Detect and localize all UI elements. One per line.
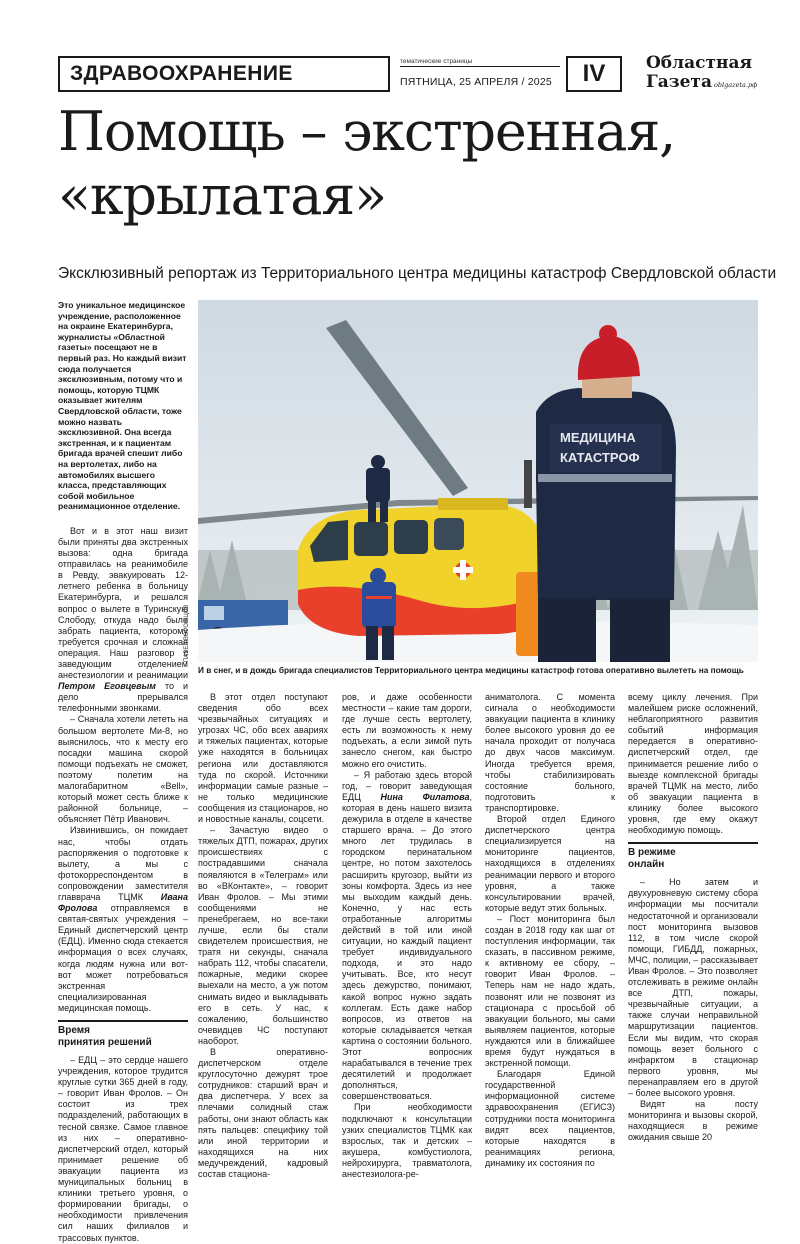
column-4 (485, 692, 615, 1169)
paragraph: – ЕДЦ – это сердце нашего учреждения, которое трудится круглые сутки 365 дней в году, – говорит Иван Фролов. – Он состоит из трех подразделений, работающих в тесной связке. Самое главное из них – оперативно-диспетчерский отдел, который принимает решение об эвакуации пациента из муниципальных больниц в клиники третьего уровня, о формировании бригады, о необходимости привлечения сил наших филиалов и трассовых пунктов. (58, 1055, 188, 1243)
jacket-text-line-2: КАТАСТРОФ (560, 450, 640, 465)
paragraph: аниматолога. С момента сигнала о необходимости эвакуации пациента в клинику более высокого уровня до ее начала проходит от получаса до двух часов максимум. Иногда требуется время, чтобы стабилизировать состояние больного, подготовить к транспортировке. (485, 692, 615, 813)
photo-credit: ПАВЕЛ ВОРОЖЦОВ (184, 604, 190, 662)
paragraph: – Пост мониторинга был создан в 2018 году как шаг от поступления информации, так сказать, в пассивном режиме, к активному ее сбору, – говорит Иван Фролов. – Теперь нам не надо ждать, позвонят или не позвонят из стационара с просьбой об эвакуации больного, мы сами выявляем пациентов, которые нуждаются или в ближайшее время будут нуждаться в экстренной помощи. (485, 913, 615, 1069)
section-rubric: ЗДРАВООХРАНЕНИЕ (58, 56, 390, 92)
paragraph: Видят на посту мониторинга и вызовы скорой, находящиеся в режиме ожидания свыше 20 (628, 1099, 758, 1143)
section-subheading: Время принятия решений (58, 1020, 188, 1049)
photo-caption: И в снег, и в дождь бригада специалистов Территориального центра медицины катастроф готова оперативно вылететь на помощь (198, 665, 744, 675)
article-subheadline: Эксклюзивный репортаж из Территориального центра медицины катастроф Свердловской области (58, 265, 777, 282)
article-photo[interactable] (198, 300, 758, 662)
column-2 (198, 692, 328, 1180)
paragraph: – Я работаю здесь второй год, – говорит заведующая ЕДЦ Нина Филатова, которая в день нашего визита дежурила в отделе в качестве старшего врача. – До этого много лет трудилась в городском перинатальном центре, но потом захотелось расширить кругозор, выйти из зоны комфорта. Здесь из нее мы выходим каждый день. Конечно, у нас есть отработанные алгоритмы действий в той или иной ситуации, но каждый пациент требует индивидуального подхода, и это надо учитывать. Все, кто несут здесь дежурство, понимают, какой вопрос нужно задать коллегам. Есть даже набор вопросов, из ответов на которые складывается четкая картина о состоянии больного. Этот вопросник нарабатывался в течение трех десятилетий и продолжает дополняться, совершенствоваться. (342, 769, 472, 1102)
headline-line-2: «крылатая» (58, 164, 387, 227)
helicopter-scene (198, 300, 758, 662)
newspaper-logo[interactable] (646, 54, 766, 95)
logo-line-2: Газета oblgazeta.рф (646, 72, 758, 92)
article-lead: Это уникальное медицинское учреждение, расположенное на окраине Екатеринбурга, журналисты «Областной газеты» посещают не в первый раз. Но каждый визит сюда получается эксклюзивным, потому что и помощь, которую ТЦМК оказывает жителям Свердловской области, тоже можно назвать эксклюзивной. Она всегда экстренная, и к пациентам бригада врачей спешит либо на вертолетах, либо на автомобилях высшего класса, представляющих собой мобильное реанимационное отделение. (58, 300, 187, 512)
paragraph: В оперативно-диспетчерском отделе круглосуточно дежурят трое сотрудников: старший врач и два диспетчера. У всех за плечами солидный стаж работы, они знают область как пять пальцев: специфику той или иной территории и находящихся на них медучреждений, кадровый состав стациона- (198, 1047, 328, 1180)
column-5 (628, 692, 758, 1143)
paragraph: Благодаря Единой государственной информационной системе здравоохранения (ЕГИСЗ) сотрудники поста мониторинга видят всех пациентов, которые находятся в реанимациях региона, динамику их состояния по (485, 1069, 615, 1168)
left-column (58, 300, 188, 1244)
paragraph: В этот отдел поступают сведения обо всех чрезвычайных ситуациях и угрозах ЧС, обо всех авариях и тяжелых пациентах, которые уже находятся в больницах региона или доставляются туда по скорой. Источники информации самые разные – не только медицинские сообщения из стационаров, но и новостные каналы, соцсети. (198, 692, 328, 825)
page-number: IV (566, 56, 622, 92)
paragraph: Вот и в этот наш визит были приняты два экстренных вызова: одна бригада отправилась на реанимобиле в Ревду, эвакуировать 12-летнего ребенка в больницу Екатеринбурга, и решался вопрос о вылете в Туринскую Слободу, откуда надо было забрать пациента, которому требуется срочная и сложная операция. Наш разговор с заведующим отделением анестезиологии и реанимации Петром Еговцевым то и дело прерывался телефонными звонками. (58, 525, 188, 714)
paragraph: При необходимости подключают к консультации узких специалистов ТЦМК как взрослых, так и детских – акушера, комбустиолога, нейрохирурга, травматолога, анестезиолога-ре- (342, 1102, 472, 1180)
issue-date: ПЯТНИЦА, 25 АПРЕЛЯ / 2025 (400, 76, 552, 88)
logo-line-1: Областная (646, 53, 753, 73)
paragraph: Второй отдел Единого диспетчерского центра специализируется на мониторинге пациентов, находящихся в отделениях реанимации первого и второго уровня, а также консультировании врачей, которые ведут этих больных. (485, 814, 615, 913)
paragraph: Извинившись, он покидает нас, чтобы отдать распоряжения о подготовке к вылету, а мы с фотокорреспондентом в сопровождении заместителя главврача ТЦМК Ивана Фролова отправляемся в святая-святых учреждения – Единый диспетчерский центр (ЕДЦ). Именно сюда стекается информация о всех случаях, когда людям нужна или вот-вот может потребоваться экстренная специализированная медицинская помощь. (58, 825, 188, 1013)
jacket-text-line-1: МЕДИЦИНА (560, 430, 636, 445)
article-headline (58, 100, 778, 228)
section-subheading: В режиме онлайн (628, 842, 758, 871)
paragraph: всему циклу лечения. При малейшем риске осложнений, неблагоприятного развития событий информация передается в оперативно-диспетчерский отдел, где принимается решение либо о выезде комплексной бригады врачей ТЦМК на место, либо об эвакуации пациента в клинику более высокого уровня, где ему окажут необходимую помощь. (628, 692, 758, 836)
paragraph: – Зачастую видео о тяжелых ДТП, пожарах, других происшествиях с пострадавшими сначала появляются в «Телеграм» или во «ВКонтакте», – говорит Иван Фролов. – Мы этими сообщениями не пренебрегаем, но все-таки лучше, если бы стали свидетелем происшествия, не тратя ни секунды, сначала набрать 112, чтобы спасатели, пожарные, медики скорее выехали на место, а уж потом снимать видео и выкладывать его в сеть. У нас, к сожалению, большинство очевидцев ЧС поступают наоборот. (198, 825, 328, 1046)
topic-label: тематические страницы (400, 58, 473, 65)
column-3 (342, 692, 472, 1180)
date-divider (400, 66, 560, 67)
paragraph: – Сначала хотели лететь на большом вертолете Ми-8, но выяснилось, что к месту его посадки машина скорой помощи подъехать не сможет, поэтому полетим на малогабаритном «Bell», который может сесть ближе к районной больнице, – объясняет Пётр Иванович. (58, 714, 188, 825)
logo-url: oblgazeta.рф (713, 81, 758, 89)
paragraph: – Но затем и двухуровневую систему сбора информации мы посчитали недостаточной и организовали пост мониторинга вызовов 112, в том числе скорой помощи, ГИБДД, пожарных, МЧС, полиции, – рассказывает Иван Фролов. – Это позволяет отслеживать в режиме онлайн все ДТП, пожары, чрезвычайные ситуации, а также случаи неправильной маршрутизации пациентов. Если мы видим, что скорая помощь везет больного с инфарктом в стационар первого уровня, мы перенаправляем его в другой – более высокого уровня. (628, 877, 758, 1098)
paragraph: ров, и даже особенности местности – какие там дороги, где лучше сесть вертолету, есть ли возможность к нему подъехать, а если зимой путь занесло снегом, как быстро можно его очистить. (342, 692, 472, 769)
headline-line-1: Помощь – экстренная, (58, 100, 676, 163)
